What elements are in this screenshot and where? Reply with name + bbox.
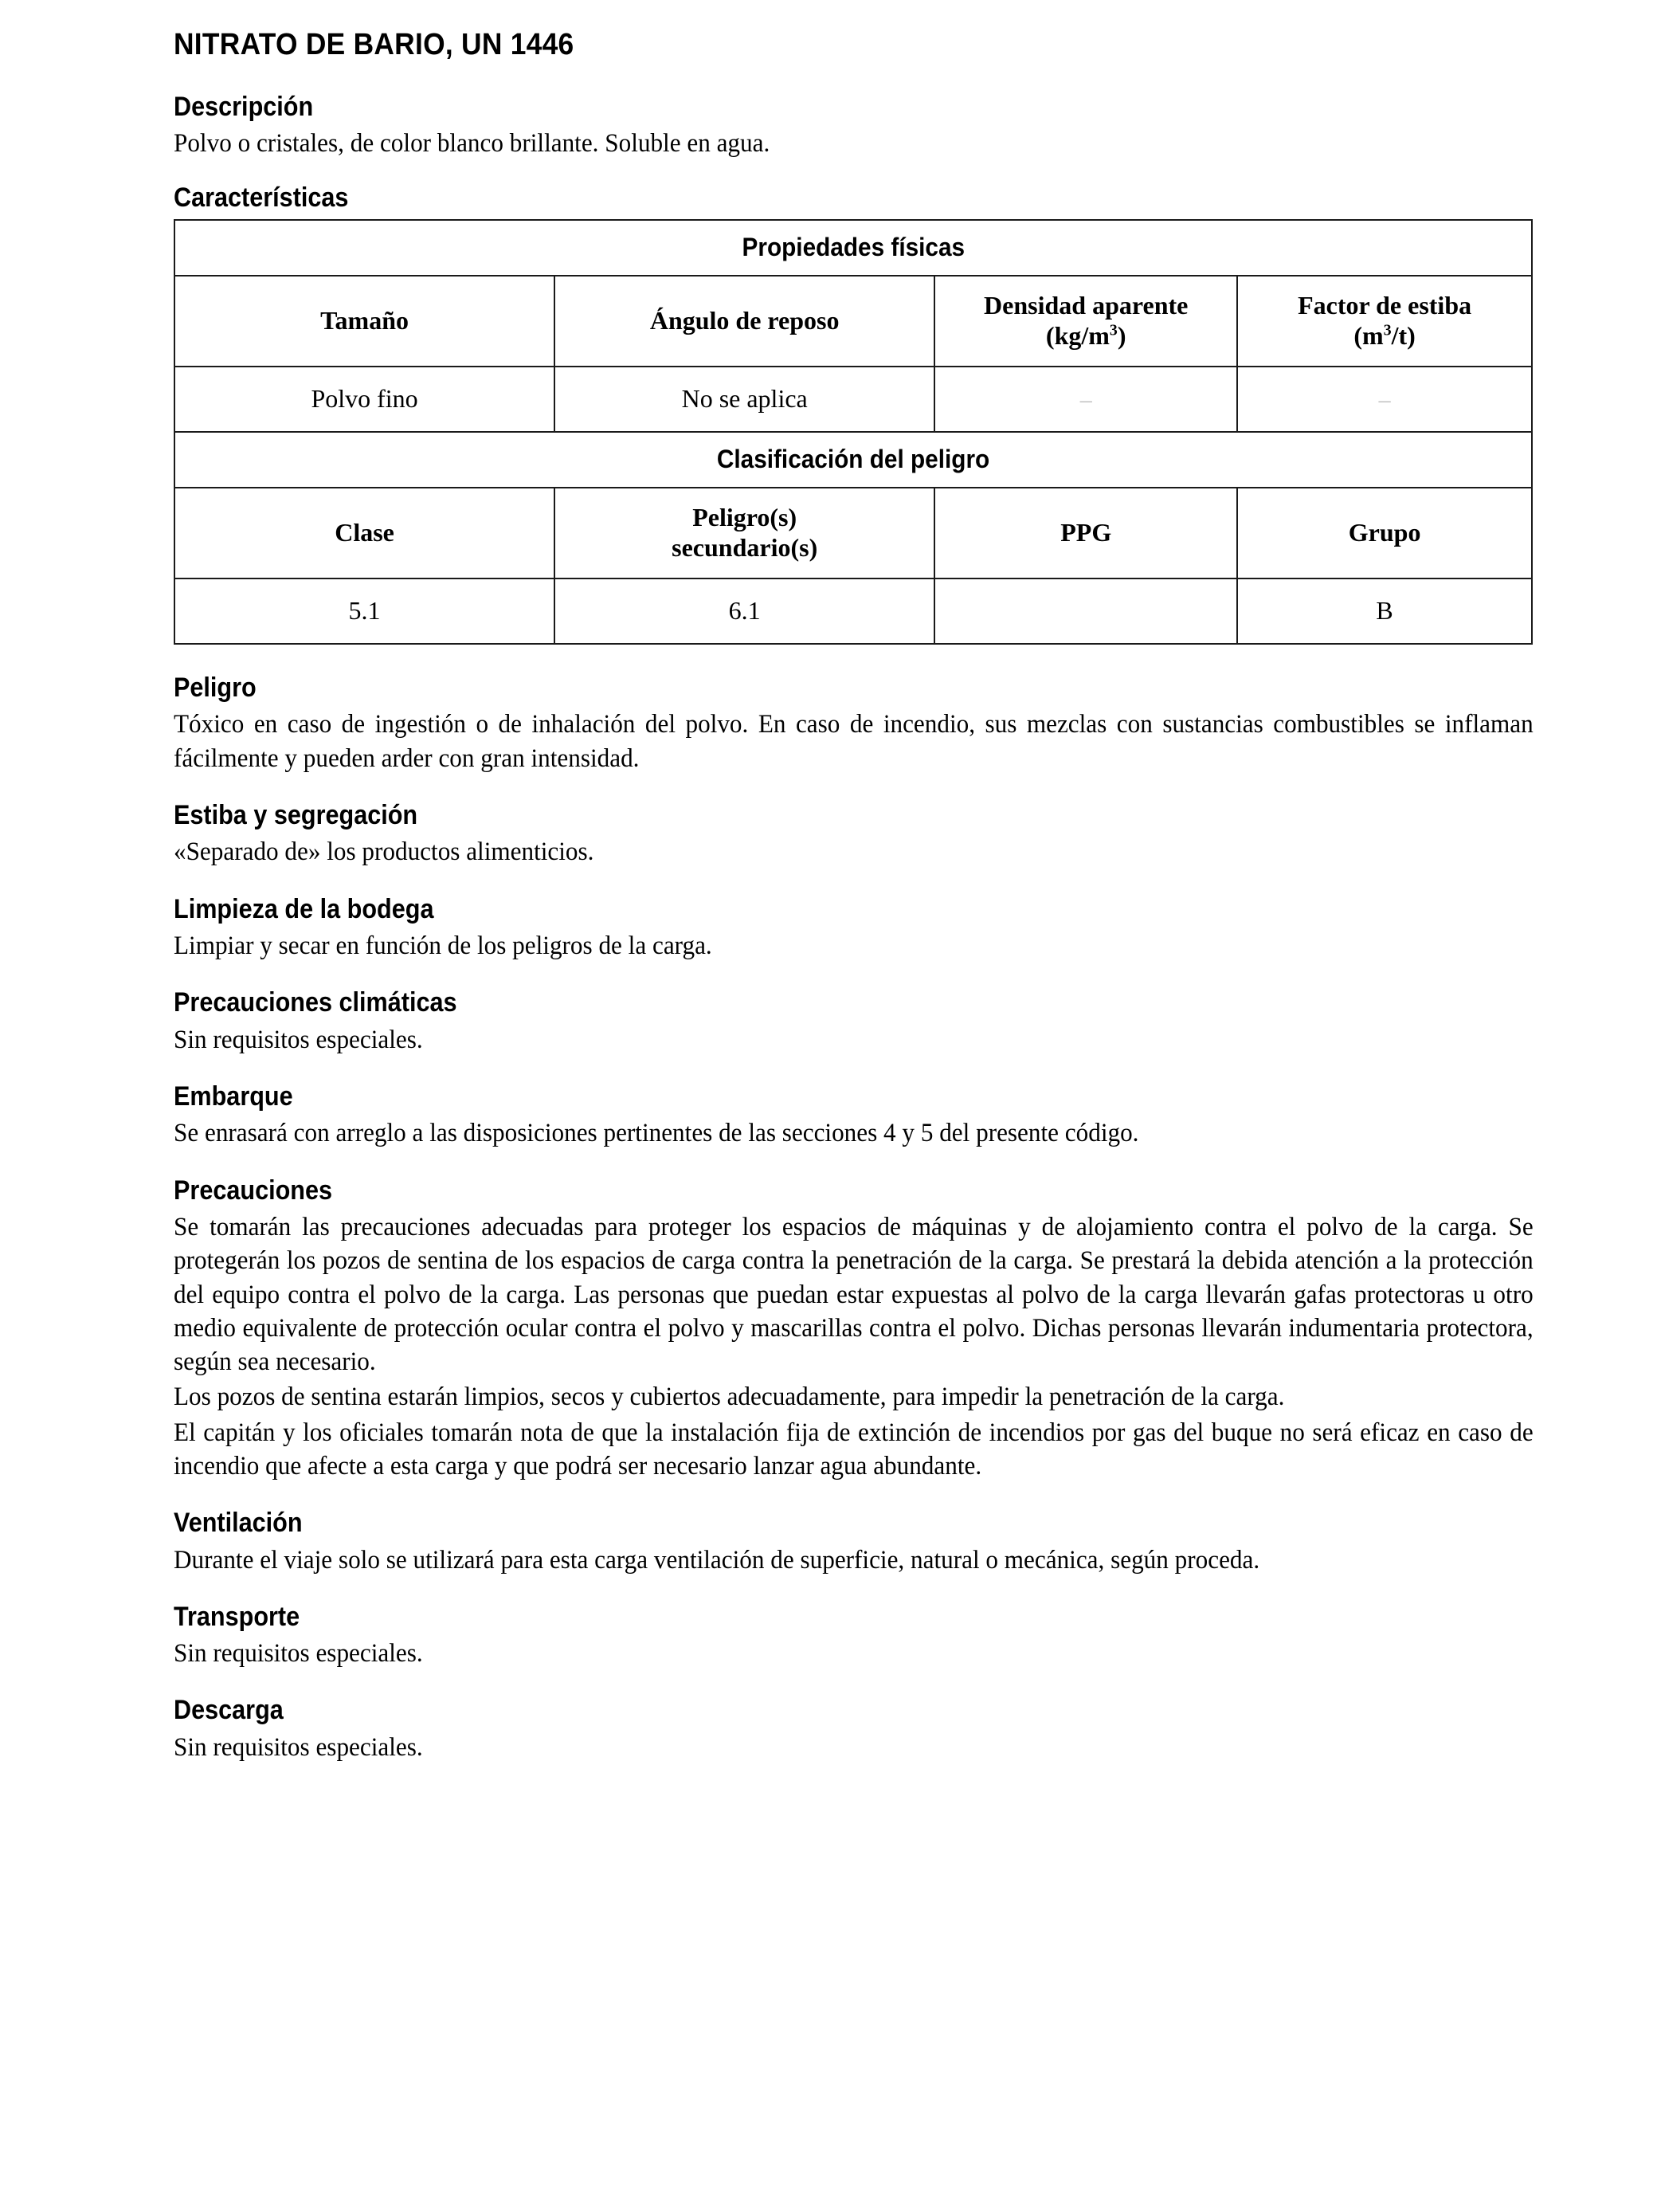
table-row-physical-headers [174,276,1532,367]
col-header-density-line1: Densidad aparente [984,291,1189,320]
section-heading-descarga: Descarga [174,1695,284,1726]
section-ventilacion [174,1507,1534,1577]
cell-density-dash: – [1079,386,1092,414]
table-row-hazard-values [174,578,1532,644]
section-text-ventilacion: Durante el viaje solo se utilizará para esta carga ventilación de superficie, natural o mecánica, según proceda. [174,1545,1260,1575]
cell-group-value: B [1237,578,1532,644]
section-embarque [174,1081,1534,1151]
cell-density-value [934,367,1237,432]
col-header-subsidiary-line2: secundario(s) [672,532,818,562]
section-text-descarga: Sin requisitos especiales. [174,1732,423,1762]
section-precauciones-climaticas [174,986,1534,1057]
section-text-limpieza-bodega: Limpiar y secar en función de los peligros de la carga. [174,931,712,961]
cell-stowage-value [1237,367,1532,432]
section-heading-precauciones: Precauciones [174,1175,333,1206]
col-header-subsidiary [554,488,934,578]
cell-angle-value: No se aplica [554,367,934,432]
density-unit-pre: (kg/m [1045,320,1110,350]
cell-class-value: 5.1 [174,578,554,644]
section-text-embarque: Se enrasará con arreglo a las disposiciones pertinentes de las secciones 4 y 5 del presente código. [174,1119,1139,1148]
col-header-stowage-line2 [1238,321,1531,351]
table-band-physical [174,220,1532,276]
section-limpieza-bodega [174,893,1534,963]
table-row-band-hazard [174,432,1532,488]
section-heading-transporte: Transporte [174,1601,300,1632]
section-precauciones [174,1175,1534,1483]
section-caracteristicas [174,182,1534,645]
section-descarga [174,1694,1534,1764]
table-band-hazard [174,432,1532,488]
density-unit-post: ) [1117,320,1126,350]
density-unit-exponent: 3 [1109,321,1118,339]
cell-ppg-value [934,578,1237,644]
col-header-subsidiary-line1: Peligro(s) [692,503,797,532]
col-header-group: Grupo [1237,488,1532,578]
table-band-physical-label: Propiedades físicas [742,233,965,262]
section-text-descripcion: Polvo o cristales, de color blanco brillante. Soluble en agua. [174,129,770,159]
characteristics-table [174,219,1533,645]
table-row-hazard-headers [174,488,1532,578]
stowage-unit-post: /t) [1391,320,1416,350]
section-text-peligro: Tóxico en caso de ingestión o de inhalación del polvo. En caso de incendio, sus mezclas con sustancias combustibles se inflaman fácilmente y pueden arder con gran intensidad. [174,710,1534,773]
section-text-precauciones-p2: Los pozos de sentina estarán limpios, secos y cubiertos adecuadamente, para impedir la penetración de la carga. [174,1382,1285,1412]
stowage-unit-pre: (m [1353,320,1384,350]
section-heading-peligro: Peligro [174,672,257,703]
col-header-size: Tamaño [174,276,554,367]
col-header-class: Clase [174,488,554,578]
section-heading-estiba-segregacion: Estiba y segregación [174,799,418,830]
table-row-physical-values [174,367,1532,432]
col-header-ppg: PPG [934,488,1237,578]
cell-stowage-dash: – [1378,386,1391,414]
stowage-unit-exponent: 3 [1383,321,1392,339]
table-row-band-physical [174,220,1532,276]
section-heading-precauciones-climaticas: Precauciones climáticas [174,987,457,1018]
page-title: NITRATO DE BARIO, UN 1446 [174,28,574,61]
cell-size-value: Polvo fino [174,367,554,432]
section-heading-limpieza-bodega: Limpieza de la bodega [174,893,434,924]
section-heading-ventilacion: Ventilación [174,1508,303,1539]
col-header-stowage [1237,276,1532,367]
section-heading-embarque: Embarque [174,1081,293,1112]
section-text-transporte: Sin requisitos especiales. [174,1639,423,1669]
section-descripcion [174,91,1534,161]
section-text-precauciones-p3: El capitán y los oficiales tomarán nota de que la instalación fija de extinción de incendios por gas del buque no será eficaz en caso de incendio que afecte a esta carga y que podrá ser necesario lanzar agua abundante. [174,1418,1534,1481]
section-text-precauciones-climaticas: Sin requisitos especiales. [174,1025,423,1054]
col-header-density-line2 [935,321,1236,351]
section-text-estiba-segregacion: «Separado de» los productos alimenticios. [174,837,594,867]
cell-subsidiary-value: 6.1 [554,578,934,644]
section-peligro [174,672,1534,775]
section-estiba-segregacion [174,799,1534,869]
section-text-precauciones-p1: Se tomarán las precauciones adecuadas para proteger los espacios de máquinas y de alojamiento contra el polvo de la carga. Se protegerán los pozos de sentina de los espacios de carga contra la penetración de la carga. Se prestará la debida atención a la protección del equipo contra el polvo de la carga. Las personas que puedan estar expuestas al polvo de la carga llevarán gafas protectoras u otro medio equivalente de protección ocular contra el polvo y mascarillas contra el polvo. Dichas personas llevarán indumentaria protectora, según sea necesario. [174,1213,1534,1377]
col-header-angle: Ángulo de reposo [554,276,934,367]
table-band-hazard-label: Clasificación del peligro [716,445,990,474]
col-header-stowage-line1: Factor de estiba [1298,291,1472,320]
col-header-density [934,276,1237,367]
section-heading-caracteristicas: Características [174,182,349,213]
section-heading-descripcion: Descripción [174,91,314,122]
section-transporte [174,1601,1534,1671]
